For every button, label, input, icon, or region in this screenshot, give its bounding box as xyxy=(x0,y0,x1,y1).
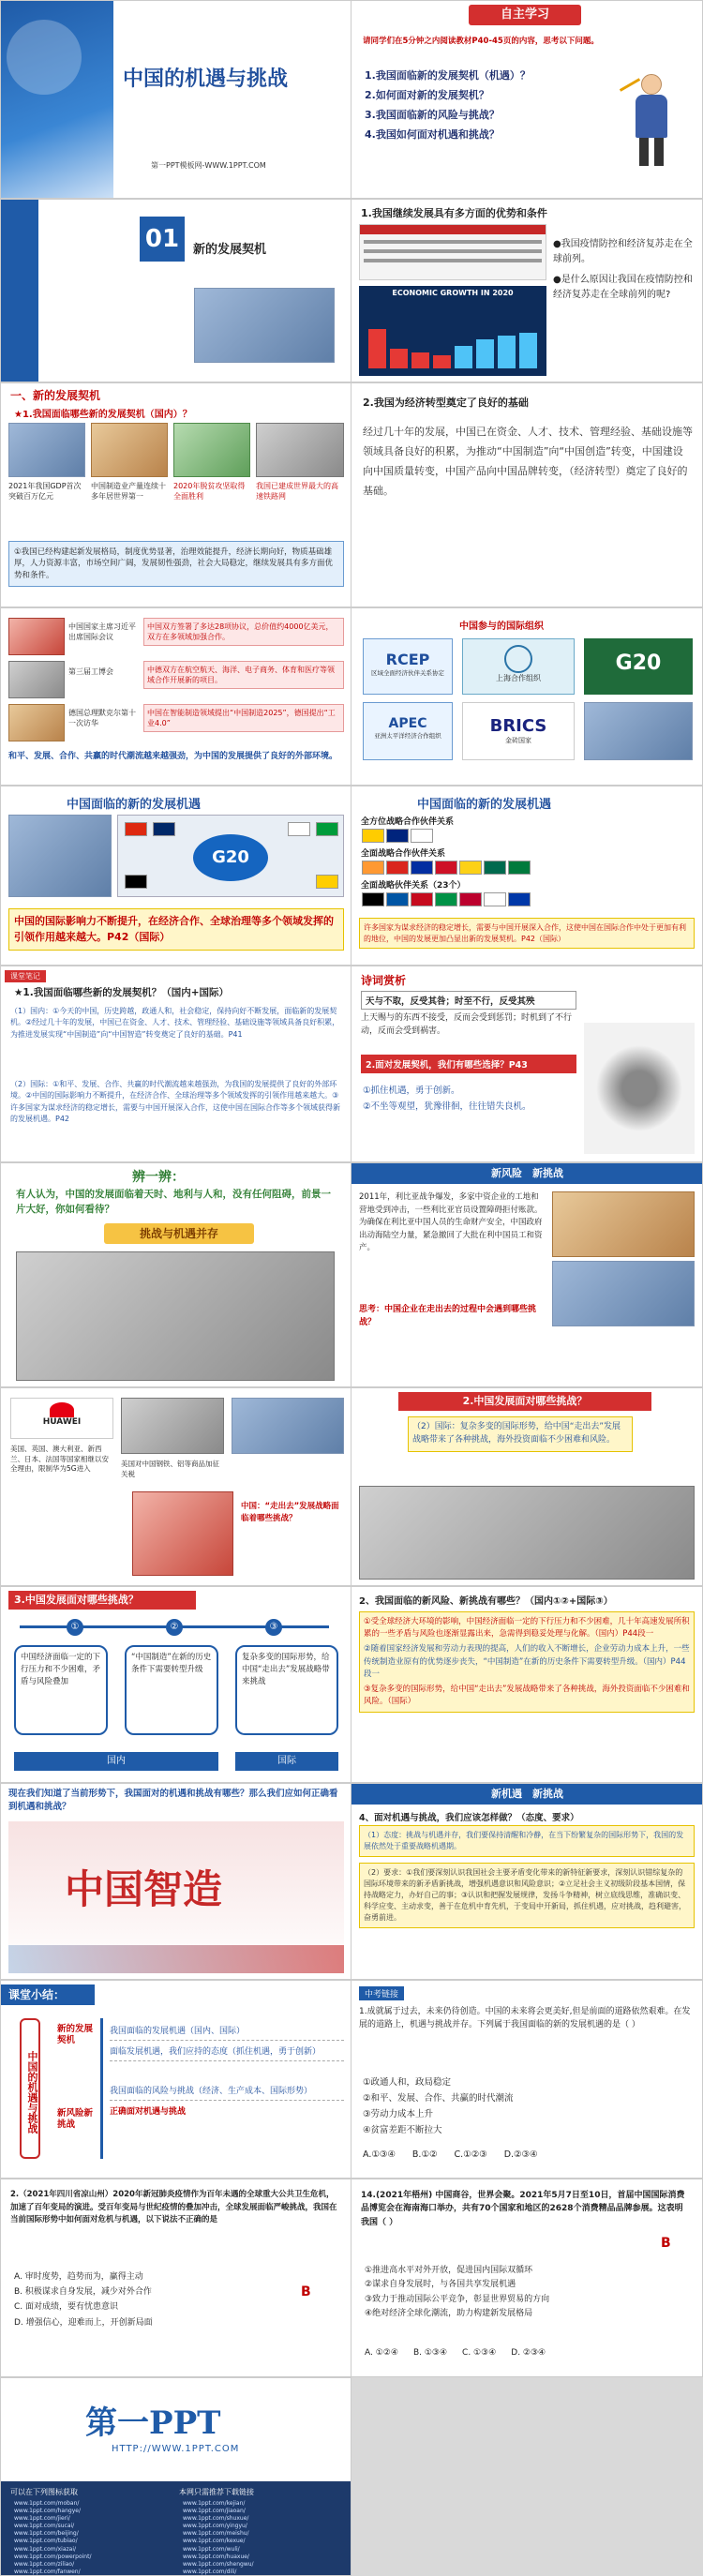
meeting-photo xyxy=(8,618,65,655)
quiz-option: ①政通人和，政局稳定 xyxy=(363,2077,452,2088)
question-item: 2.如何面对新的发展契机？ xyxy=(365,88,489,101)
row-9 xyxy=(0,1586,703,1783)
brics-logo: BRICS 金砖国家 xyxy=(462,702,575,760)
influence-text: 中国的国际影响力不断提升，在经济合作、全球治理等多个领域发挥的引领作用越来越大。P42（国际） xyxy=(8,908,344,951)
transformation-body: 经过几十年的发展，中国已在资金、人才、技术、管理经验、基础设施等领域具备良好的积累，为推动“中国制造”向“中国创造”转变，中国建设向中国质量转变，中国产品向中国品牌转变，（经济转型）奠定了良好的基础。 xyxy=(363,426,693,497)
international-tag: 国际 xyxy=(235,1752,338,1771)
slide-china-intelligent-manufacturing xyxy=(0,1783,352,1980)
flag-row xyxy=(361,891,695,910)
slide-heading: 中国面临的新的发展机遇 xyxy=(67,798,202,812)
row-5 xyxy=(0,786,703,966)
step-marker: ② xyxy=(166,1619,183,1636)
slide-challenge-flow xyxy=(0,1586,352,1783)
slide-quiz-2 xyxy=(0,2179,352,2377)
risk-item: ②随着国家经济发展和劳动力表现的提高，人们的收入不断增长，企业劳动力成本上升，一些传统制造业原有的优势逐步丧失，“中国制造”在新的历史条件下需要转型升级。（国内）P44段一 xyxy=(364,1644,690,1679)
risks-box xyxy=(359,1611,695,1713)
footer-link[interactable]: www.1ppt.com/xiazai/ xyxy=(14,2545,77,2553)
empty-slide-area xyxy=(352,2377,703,2576)
poverty-relief-photo xyxy=(173,423,250,477)
slide-quiz-3 xyxy=(352,2179,703,2377)
quiz-choice[interactable]: B. ①③④ xyxy=(412,2348,448,2358)
slide-quiz-1 xyxy=(352,1980,703,2179)
conclusion-text: 和平、发展、合作、共赢的时代潮流越来越强劲，为中国的发展提供了良好的外部环境。 xyxy=(8,752,338,761)
footer-link[interactable]: www.1ppt.com/shuxue/ xyxy=(183,2515,249,2523)
slide-debate xyxy=(0,1162,352,1387)
requirement-box: （2）要求：①我们要深刻认识我国社会主要矛盾变化带来的新特征新要求，深刻认识错综复杂的国际环境带来的新矛盾新挑战，增强机遇意识和风险意识；②立足社会主义初级阶段基本国情，保持战略定力，办好自己的事；③认识和把握发展规律，发扬斗争精神，树立底线思维，准确识变、科学应变、主动求变，善于在危机中育先机，于变局中开新局，抓住机遇，应对挑战，趋利避害，奋勇前进。 xyxy=(359,1863,695,1928)
footer-links-right xyxy=(183,2500,342,2576)
section-number: 01 xyxy=(140,217,185,262)
question-item: 3.我国面临新的风险与挑战？ xyxy=(365,108,500,121)
quiz-question: 14.(2021年梧州) 中国商谷，世界会聚。2021年5月7日至10日，首届中国国际消费品博览会在海南海口举办，共有70个国家和地区的2628个消费精品品牌参展。这表明我国（ ） xyxy=(361,2191,685,2227)
risk-item: ③复杂多变的国际形势，给中国“走出去”发展战略带来了各种挑战，海外投资面临不少困难和风险。（国际） xyxy=(364,1684,690,1707)
domestic-tag: 国内 xyxy=(14,1752,218,1771)
huawei-logo: HUAWEI xyxy=(10,1398,113,1439)
footer-link[interactable]: www.1ppt.com/moban/ xyxy=(14,2500,80,2507)
footer-link[interactable]: www.1ppt.com/ziliao/ xyxy=(14,2560,75,2568)
transformation-heading: 2.我国为经济转型奠定了良好的基础 xyxy=(363,397,529,409)
manufacturing-photo xyxy=(91,423,168,477)
city-photo xyxy=(194,288,335,363)
case-caption: 美国、英国、澳大利亚、新西兰、日本、法国等国家相继以安全理由，限制华为5G进入 xyxy=(10,1445,109,1473)
footer-links-left xyxy=(14,2500,173,2576)
footer-link[interactable]: www.1ppt.com/wuli/ xyxy=(183,2545,240,2553)
poem-line: 天与不取，反受其咎；时至不行，反受其殃 xyxy=(361,991,576,1010)
flow-box: “中国制造”在新的历史条件下需要转型升级 xyxy=(125,1645,218,1735)
quiz-choice[interactable]: C. ①③④ xyxy=(462,2348,497,2358)
quiz-options xyxy=(363,2074,696,2138)
quiz-option: ④绝对经济全球化潮流，助力构建新发展格局 xyxy=(365,2308,533,2318)
poem-explanation: 上天赐与的东西不接受，反而会受到惩罚；时机到了不行动，反而会受到祸害。 xyxy=(361,1013,573,1037)
flow-steps xyxy=(20,1619,329,1634)
footer-link[interactable]: www.1ppt.com/huaxue/ xyxy=(183,2553,249,2560)
footer-link[interactable]: www.1ppt.com/kexue/ xyxy=(183,2538,246,2545)
poem-title: 诗词赏析 xyxy=(361,974,407,987)
challenge-question: 2.中国发展面对哪些挑战？ xyxy=(398,1392,651,1411)
quiz-choices xyxy=(365,2348,646,2358)
subtitle-text: 第一PPT模板网-WWW.1PPT.COM xyxy=(151,161,266,170)
chart-caption: ECONOMIC GROWTH IN 2020 xyxy=(392,289,514,297)
slide-challenges-cases xyxy=(0,1387,352,1586)
choice-question: 2.面对发展契机，我们有哪些选择？P43 xyxy=(361,1055,576,1073)
summary-center: 中国的机遇与挑战 xyxy=(20,2018,40,2159)
row-1 xyxy=(0,0,703,199)
risk-heading: 新风险 新挑战 xyxy=(352,1163,703,1184)
row-13 xyxy=(0,2377,703,2576)
challenge-banner: 挑战与机遇并存 xyxy=(104,1223,254,1244)
partner-label: 全面战略合作伙伴关系 xyxy=(361,849,446,859)
notes-domestic: （1）国内：①今天的中国，历史跨越，政通人和，社会稳定，保持向好不断发展，面临新的发展契机。②经过几十年的发展，中国已在资金、人才、技术、管理经验、基础设施等领域具备良好积累，为推进发展实现“中国制造”向“中国智造”转变奠定了良好的基础。P41 xyxy=(10,1007,340,1039)
quiz-options xyxy=(365,2264,693,2321)
quiz-question: 1.成就属于过去，未来仍待创造。中国的未来将会更美好,但是前面的道路依然艰难。在发展的道路上，机遇与挑战并存。下列属于我国面临的新的发展机遇的是（ ） xyxy=(359,2007,691,2030)
instruction-text: 请同学们在5分钟之内阅读教材P40-45页的内容，思考以下问题。 xyxy=(363,37,599,46)
news-photo xyxy=(8,815,112,897)
railway-photo xyxy=(256,423,344,477)
end-url: HTTP://WWW.1PPT.COM xyxy=(112,2444,240,2454)
slide-international-orgs xyxy=(352,607,703,786)
row-7 xyxy=(0,1162,703,1387)
debate-title: 辨一辨： xyxy=(132,1170,185,1185)
row-11 xyxy=(0,1980,703,2179)
end-footer xyxy=(1,2481,352,2576)
title-circle-decoration xyxy=(7,20,82,95)
case-question: 中国：“走出去”发展战略面临着哪些挑战？ xyxy=(241,1502,339,1523)
summary-item: 正确面对机遇与挑战 xyxy=(110,2107,187,2117)
protest-photo xyxy=(359,1486,695,1580)
apec-logo: APEC 亚洲太平洋经济合作组织 xyxy=(363,702,453,760)
summary-items xyxy=(110,2020,344,2120)
answer-item: ②不坐等观望，犹豫徘徊，往往错失良机。 xyxy=(363,1101,531,1113)
slide-class-notes xyxy=(0,966,352,1162)
quiz-option[interactable]: B. 积极谋求自身发展，减少对外合作 xyxy=(14,2287,152,2298)
slide-new-risks xyxy=(352,1586,703,1783)
photo-caption: 2020年脱贫攻坚取得全面胜利 xyxy=(173,482,246,501)
slide-partnerships xyxy=(352,786,703,966)
answer-item: ①抓住机遇，勇于创新。 xyxy=(363,1086,460,1096)
slide-domestic-opportunity xyxy=(0,382,352,607)
economic-growth-chart xyxy=(359,286,546,376)
slide-international-environment xyxy=(0,607,352,786)
summit-photo xyxy=(584,702,693,760)
step-marker: ③ xyxy=(265,1619,282,1636)
footer-link[interactable]: www.1ppt.com/kejian/ xyxy=(183,2500,246,2507)
quiz-option: ②和平、发展、合作、共赢的时代潮流 xyxy=(363,2093,514,2104)
slide-end xyxy=(0,2377,352,2576)
end-logo: 第一PPT xyxy=(85,2404,221,2442)
quiz-question: 2.（2021年四川省凉山州）2020年新冠肺炎疫情作为百年未遇的全球重大公共卫生危机，加速了百年变局的演进。受百年变局与世纪疫情的叠加冲击，全球发展面临严峻挑战，我国在当前国际形势中如何面对危机与机遇，以下说法不正确的是 xyxy=(10,2190,337,2225)
footer-right-label: 本网只需推荐下载链接 xyxy=(179,2488,254,2496)
section-title: 新的发展契机 xyxy=(193,243,267,257)
quiz-choice[interactable]: D. ②③④ xyxy=(511,2348,546,2358)
footer-link[interactable]: www.1ppt.com/tubiao/ xyxy=(14,2538,78,2545)
cartoon-illustration xyxy=(16,1251,335,1381)
notes-tag: 课堂笔记 xyxy=(5,970,46,982)
quiz-option: ①推进高水平对外开放，促进国内国际双循环 xyxy=(365,2266,533,2275)
risks-question: 2、我国面临的新风险、新挑战有哪些？（国内①②+国际③） xyxy=(359,1596,613,1607)
row-6 xyxy=(0,966,703,1162)
slide-self-study xyxy=(352,0,703,199)
flow-box: 复杂多变的国际形势，给中国“走出去”发展战略带来挑战 xyxy=(235,1645,338,1735)
horse-ink-painting xyxy=(584,1023,695,1154)
quiz-options xyxy=(14,2269,295,2330)
quiz-answer: B xyxy=(661,2236,671,2251)
international-challenge-text: （2）国际：复杂多变的国际形势，给中国“走出去”发展战略带来了各种挑战，海外投资面临不少困难和风险。 xyxy=(408,1416,633,1452)
quiz-choices xyxy=(363,2149,696,2160)
photo-caption: 中国制造业产量连续十多年居世界第一 xyxy=(91,482,166,501)
row-10 xyxy=(0,1783,703,1980)
reflection-question: 现在我们知道了当前形势下，我国面对的机遇和挑战有哪些？那么我们应如何正确看到机遇和挑战？ xyxy=(8,1789,338,1813)
footer-link[interactable]: www.1ppt.com/jieri/ xyxy=(14,2515,70,2523)
quiz-option[interactable]: D. 增强信心，迎难而上，开创新局面 xyxy=(14,2317,153,2328)
end-logo-area xyxy=(1,2378,352,2481)
photo-label: 中国国家主席习近平出席国际会议 xyxy=(68,622,136,641)
think-question: 思考：中国企业在走出去的过程中会遇到哪些挑战？ xyxy=(359,1305,537,1327)
slide-heading: 中国面临的新的发展机遇 xyxy=(417,798,552,812)
evacuation-photo xyxy=(552,1191,695,1257)
gdp-chart-photo xyxy=(8,423,85,477)
photo-label: 德国总理默克尔第十一次访华 xyxy=(68,709,136,727)
advantages-heading: 1.我国继续发展具有多方面的优势和条件 xyxy=(361,207,547,219)
debate-question: 有人认为，中国的发展面临着天时、地利与人和，没有任何阻碍，前景一片大好，你如何看待？ xyxy=(16,1189,331,1215)
footer-link[interactable]: www.1ppt.com/jiaoan/ xyxy=(183,2508,246,2515)
quiz-option: ③劳动力成本上升 xyxy=(363,2109,434,2120)
section-heading: 一、新的发展契机 xyxy=(10,389,101,402)
attitude-box: （1）态度：挑战与机遇并存，我们要保持清醒和冷静，在当下纷繁复杂的国际形势下，我国的发展依然处于重要战略机遇期。 xyxy=(359,1825,695,1857)
merkel-visit-photo xyxy=(8,704,65,741)
quiz-choice[interactable]: A.①③④ xyxy=(363,2149,396,2160)
footer-link[interactable]: www.1ppt.com/shengwu/ xyxy=(183,2560,254,2568)
notes-international: （2）国际：①和平、发展、合作、共赢的时代潮流越来越强劲，为我国的发展提供了良好的外部环境。②中国的国际影响力不断提升，在经济合作、全球治理等多个领域发挥的引领作用越来越大。③许多国家为谋求经济的稳定增长，需要与中国开展深入合作，这使中国在国际合作等多个领域获得新的发展机遇。P42 xyxy=(10,1080,340,1124)
case-caption: 美国对中国钢铁、铝等商品加征关税 xyxy=(121,1460,219,1478)
choice-answers xyxy=(363,1083,578,1115)
footer-link[interactable]: www.1ppt.com/hangye/ xyxy=(14,2508,81,2515)
data-table-image xyxy=(359,224,546,280)
opportunity-heading: 新机遇 新挑战 xyxy=(352,1784,703,1805)
summary-title: 课堂小结： xyxy=(1,1984,95,2005)
summary-branch: 新的发展契机 xyxy=(57,2024,94,2046)
partner-label: 全方位战略合作伙伴关系 xyxy=(361,817,455,827)
ship-photo xyxy=(552,1261,695,1326)
summary-item: 我国面临的风险与挑战（经济、生产成本、国际形势） xyxy=(110,2080,344,2101)
quiz-answer: B xyxy=(301,2284,311,2299)
risk-item: ①受全球经济大环境的影响，中国经济面临一定的下行压力和不少困难，几十年高速发展所积累的一些矛盾与风险也逐渐显露出来，急需得到稳妥处理与化解。（国内）P44段一 xyxy=(364,1617,690,1640)
advantages-bullets xyxy=(553,237,696,303)
trade-war-photo xyxy=(132,1491,233,1576)
info-box: 中国在智能制造领域提出“中国制造2025”，德国提出“工业4.0” xyxy=(143,704,344,732)
row-8 xyxy=(0,1387,703,1586)
row-12 xyxy=(0,2179,703,2377)
footer-link[interactable]: www.1ppt.com/sucai/ xyxy=(14,2523,75,2530)
row-3 xyxy=(0,382,703,607)
quiz-choice[interactable]: A. ①②④ xyxy=(365,2348,398,2358)
response-question: 4、面对机遇与挑战，我们应该怎样做？（态度、要求） xyxy=(359,1813,579,1823)
sco-logo: 上海合作组织 xyxy=(462,638,575,695)
flag-row xyxy=(361,860,695,878)
domestic-summary-box: ①我国已经构建起新发展格局，制度优势显著，治理效能提升，经济长期向好，物质基础雄厚，人力资源丰富，市场空间广阔，发展韧性强劲，社会大局稳定，继续发展具有多方面优势和条件。 xyxy=(8,541,344,587)
slide-section-01 xyxy=(0,199,352,382)
partnership-text: 许多国家为谋求经济的稳定增长，需要与中国开展深入合作，这使中国在国际合作中处于更加有利的地位，中国的发展更加凸显出新的发展契机。P42（国际） xyxy=(359,918,695,949)
port-photo xyxy=(232,1398,344,1454)
slide-economic-transformation xyxy=(352,382,703,607)
quiz-choice[interactable]: B.①② xyxy=(411,2149,438,2160)
g20-logo: G20 xyxy=(584,638,693,695)
footer-left-label: 可以在下列图标获取 xyxy=(10,2488,78,2496)
footer-link[interactable]: www.1ppt.com/meishu/ xyxy=(183,2530,249,2538)
teacher-illustration xyxy=(619,74,684,168)
flow-question: 3.中国发展面对哪些挑战？ xyxy=(8,1591,196,1610)
quiz-option: ③致力于推动国际公平竞争，彰显世界贸易的方向 xyxy=(365,2294,550,2304)
footer-link[interactable]: www.1ppt.com/powerpoint/ xyxy=(14,2553,92,2560)
slide-challenges-international xyxy=(352,1387,703,1586)
steel-factory-photo xyxy=(121,1398,224,1454)
summary-branch: 新风险新挑战 xyxy=(57,2108,94,2131)
footer-link[interactable]: www.1ppt.com/dili/ xyxy=(183,2568,237,2575)
slide-libya-case xyxy=(352,1162,703,1387)
photo-caption: 2021年我国GDP首次突破百万亿元 xyxy=(8,482,82,501)
quiz-option: ②谋求自身发展时，与各国共享发展机遇 xyxy=(365,2280,516,2290)
rcep-logo: RCEP 区域全面经济伙伴关系协定 xyxy=(363,638,453,695)
summary-item: 我国面临的发展机遇（国内、国际） xyxy=(110,2020,344,2041)
info-box: 中德双方在航空航天、海洋、电子商务、体育和医疗等领域合作开展新的项目。 xyxy=(143,661,344,689)
flag-row xyxy=(361,828,695,846)
quiz-option: ④贫富差距不断拉大 xyxy=(363,2125,442,2136)
info-box: 中国双方签署了多达28项协议，总价值约4000亿美元，双方在多领域加强合作。 xyxy=(143,618,344,646)
quiz-tag: 中考链接 xyxy=(359,1986,404,2000)
question-item: 4.我国如何面对机遇和挑战？ xyxy=(365,127,500,141)
china-manufacturing-banner: 中国智造 xyxy=(8,1821,344,1973)
quiz-option[interactable]: A. 审时度势，趋势而为，赢得主动 xyxy=(14,2272,143,2282)
quiz-option[interactable]: C. 面对成绩，要有忧患意识 xyxy=(14,2302,119,2313)
row-2 xyxy=(0,199,703,382)
bullet-item: ●我国疫情防控和经济复苏走在全球前列。 xyxy=(553,239,693,264)
quiz-choice[interactable]: C.①②③ xyxy=(454,2149,487,2160)
g20-flags-photo: G20 xyxy=(117,815,344,897)
org-title: 中国参与的国际组织 xyxy=(459,622,544,632)
slide-title xyxy=(0,0,352,199)
flow-box: 中国经济面临一定的下行压力和不少困难，矛盾与风险叠加 xyxy=(14,1645,108,1735)
step-marker: ① xyxy=(67,1619,83,1636)
partner-label: 全面战略伙伴关系（23个） xyxy=(361,881,466,891)
expo-photo xyxy=(8,661,65,698)
photo-label: 第三届工博会 xyxy=(68,667,113,676)
bullet-item: ●是什么原因让我国在疫情防控和经济复苏走在全球前列的呢? xyxy=(553,275,693,300)
question-heading: ★1.我国面临哪些新的发展契机（国内）？ xyxy=(14,410,192,420)
footer-link[interactable]: www.1ppt.com/beijing/ xyxy=(14,2530,79,2538)
libya-story: 2011年，利比亚战争爆发，多家中资企业的工地和营地受到冲击，一些利比亚官员设置障碍拒付账款。为确保在利比亚中国人员的生命财产安全，中国政府出动海陆空力量，紧急撤回了大批在利中国员工和资产。 xyxy=(359,1192,543,1253)
notes-question: ★1.我国面临哪些新的发展契机？（国内+国际） xyxy=(14,987,230,998)
footer-link[interactable]: www.1ppt.com/yingyu/ xyxy=(183,2523,247,2530)
quiz-choice[interactable]: D.②③④ xyxy=(503,2149,538,2160)
question-item: 1.我国面临新的发展契机（机遇）？ xyxy=(365,69,531,82)
self-study-banner: 自主学习 xyxy=(469,5,581,25)
footer-link[interactable]: www.1ppt.com/fanwen/ xyxy=(14,2568,81,2575)
slide-poem xyxy=(352,966,703,1162)
slide-summary xyxy=(0,1980,352,2179)
question-list xyxy=(365,67,608,145)
summary-bracket xyxy=(100,2018,103,2159)
photo-caption: 我国已建成世界最大的高速铁路网 xyxy=(256,482,338,501)
title-text: 中国的机遇与挑战 xyxy=(123,67,289,91)
row-4 xyxy=(0,607,703,786)
slide-influence xyxy=(0,786,352,966)
summary-item: 面临发展机遇，我们应持的态度（抓住机遇，勇于创新） xyxy=(110,2041,344,2061)
slide-face-opportunity xyxy=(352,1783,703,1980)
slide-advantages xyxy=(352,199,703,382)
